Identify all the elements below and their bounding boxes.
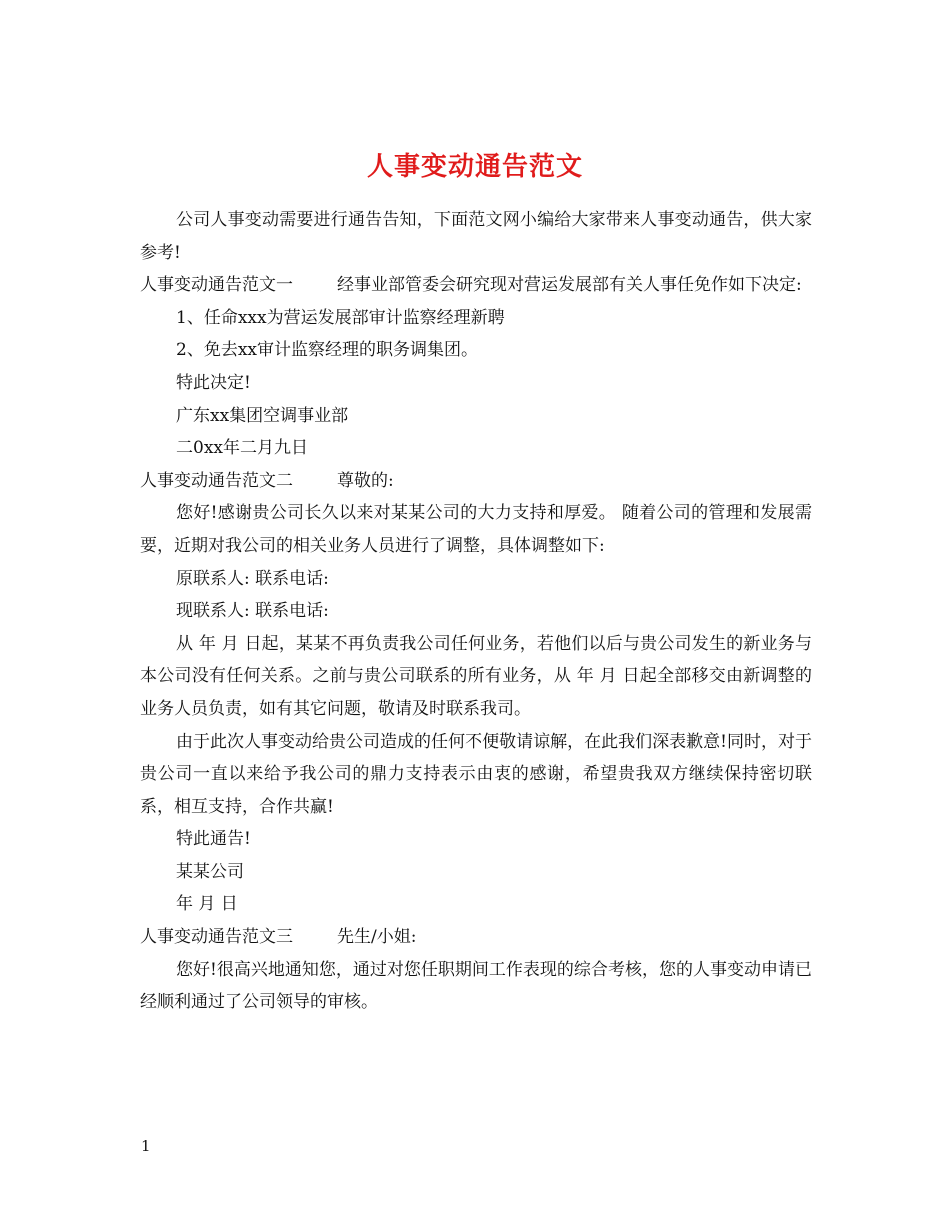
sample2-old-contact: 原联系人: 联系电话: [176,568,329,589]
sample2-signature: 某某公司 [176,861,244,882]
sample3-heading: 人事变动通告范文三 [140,927,293,948]
sample1-closing: 特此决定! [176,372,251,393]
sample2-paragraph-3: 由于此次人事变动给贵公司造成的任何不便敬请谅解，在此我们深表歉意!同时，对于贵公司一直以来给予我公司的鼎力支持表示由衷的感谢，希望贵我双方继续保持密切联系，相互支持，合作共赢! [140,731,812,817]
sample2-paragraph-2: 从 年 月 日起，某某不再负责我公司任何业务，若他们以后与贵公司发生的新业务与本公司没有任何关系。之前与贵公司联系的所有业务，从 年 月 日起全部移交由新调整的业务人员负责，如有其它问题，敬请及时联系我司。 [140,633,812,719]
page-number: 1 [141,1137,151,1155]
document-title: 人事变动通告范文 [366,152,583,183]
sample2-paragraph-1: 您好!感谢贵公司长久以来对某某公司的大力支持和厚爱。 随着公司的管理和发展需要，近期对我公司的相关业务人员进行了调整，具体调整如下: [140,503,812,556]
sample2-closing: 特此通告! [176,829,251,850]
sample2-heading-line [140,465,812,498]
sample1-item-1: 1、任命xxx为营运发展部审计监察经理新聘 [176,307,505,328]
sample2-heading: 人事变动通告范文二 [140,470,293,491]
sample1-opening: 经事业部管委会研究现对营运发展部有关人事任免作如下决定: [337,275,802,296]
intro-paragraph: 公司人事变动需要进行通告告知，下面范文网小编给大家带来人事变动通告，供大家参考! [140,210,812,263]
sample1-date: 二0xx年二月九日 [176,438,308,459]
document-body [140,204,812,1019]
sample3-salutation: 先生/小姐: [337,927,417,948]
sample1-signature: 广东xx集团空调事业部 [176,405,349,426]
sample2-new-contact: 现联系人: 联系电话: [176,601,329,622]
sample1-heading: 人事变动通告范文一 [140,275,293,296]
sample2-salutation: 尊敬的: [337,470,394,491]
sample1-heading-line [140,269,812,302]
sample1-item-2: 2、免去xx审计监察经理的职务调集团。 [176,340,478,361]
sample2-date: 年 月 日 [176,894,238,915]
sample3-paragraph-1: 您好!很高兴地通知您，通过对您任职期间工作表现的综合考核，您的人事变动申请已经顺利通过了公司领导的审核。 [140,959,812,1013]
sample3-heading-line [140,921,812,954]
